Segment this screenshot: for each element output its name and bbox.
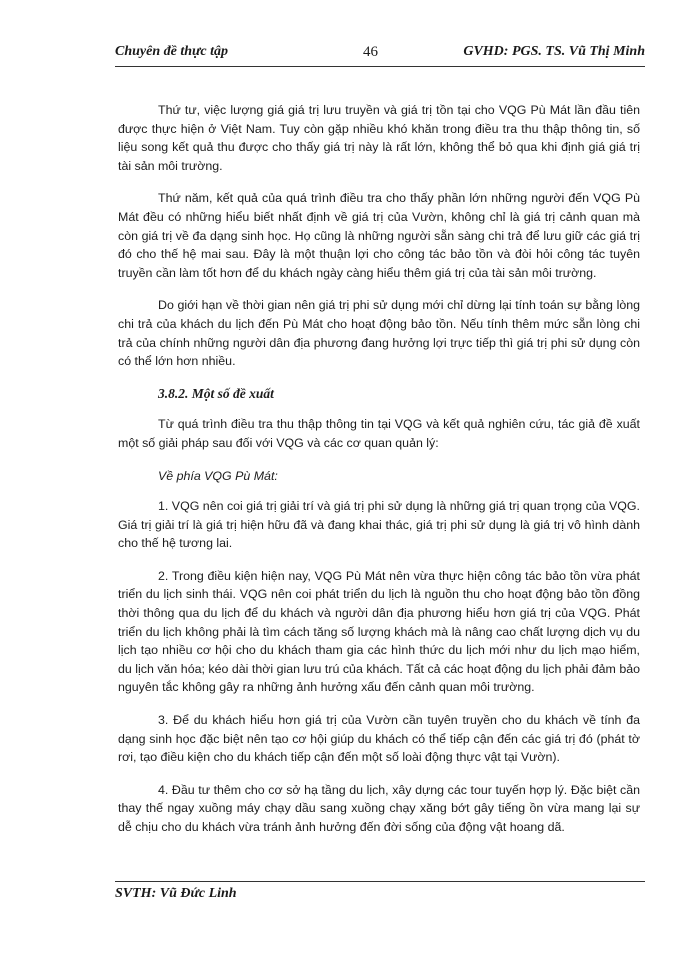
list-item-3: 3. Để du khách hiểu hơn giá trị của Vườn cần tuyên truyền cho du khách về tính đa dạng sinh học đặc biệt nên tạo cơ hội giúp du khách có thể tiếp cận đến các giá trị đó (phát tờ rơi, tạo điều kiện cho du khách tiếp cận đến một số loài động thực vật tại Vườn). — [118, 713, 640, 765]
header-advisor: GVHD: PGS. TS. Vũ Thị Minh — [463, 44, 645, 59]
paragraph-3: Do giới hạn về thời gian nên giá trị phi sử dụng mới chỉ dừng lại tính toán sự bằng lòng chi trả của khách du lịch đến Pù Mát cho hoạt động bảo tồn. Nếu tính thêm mức sẵn lòng chi trả của chính những người dân địa phương đang hưởng lợi trực tiếp thì giá trị phi sử dụng còn có thể lớn hơn nhiều. — [118, 298, 640, 369]
subsection-heading: Về phía VQG Pù Mát: — [158, 468, 278, 483]
list-item-1: 1. VQG nên coi giá trị giải trí và giá trị phi sử dụng là những giá trị quan trọng của VQG. Giá trị giải trí là giá trị hiện hữu đã và đang khai thác, giá trị phi sử dụng là giá trị vô hình dành cho thế hệ tương lai. — [118, 499, 640, 551]
paragraph-1: Thứ tư, việc lượng giá giá trị lưu truyền và giá trị tồn tại cho VQG Pù Mát lần đầu tiên được thực hiện ở Việt Nam. Tuy còn gặp nhiều khó khăn trong điều tra thu thập thông tin, số liệu song kết quả thu được cho thấy giá trị này là rất lớn, không thể bỏ qua khi định giá giá trị tài sản môi trường. — [118, 103, 640, 173]
paragraph-4: Từ quá trình điều tra thu thập thông tin tại VQG và kết quả nghiên cứu, tác giả đề xuất một số giải pháp sau đối với VQG và các cơ quan quản lý: — [118, 417, 640, 450]
section-heading: 3.8.2. Một số đề xuất — [158, 385, 274, 401]
page-number: 46 — [363, 44, 378, 60]
paragraph-2: Thứ năm, kết quả của quá trình điều tra cho thấy phần lớn những người đến VQG Pù Mát đều có những hiểu biết nhất định về giá trị của Vườn, không chỉ là giá trị cảnh quan mà còn giá trị về đa dạng sinh học. Họ cũng là những người sẵn sàng chi trả để lưu giữ các giá trị đó cho thế hệ mai sau. Đây là một thuận lợi cho công tác bảo tồn và đòi hỏi công tác tuyên truyền cần làm tốt hơn để du khách ngày càng hiểu thêm giá trị của tài sản môi trường. — [118, 191, 640, 280]
header-divider — [115, 66, 645, 67]
header-title: Chuyên đề thực tập — [115, 44, 229, 59]
page-header — [115, 44, 645, 64]
page-footer — [115, 886, 237, 902]
footer-author: SVTH: Vũ Đức Linh — [115, 886, 237, 901]
list-item-4: 4. Đầu tư thêm cho cơ sở hạ tầng du lịch, xây dựng các tour tuyến hợp lý. Đặc biệt cần thay thế ngay xuồng máy chạy dầu sang xuồng chạy xăng bớt gây tiếng ồn vừa mang lại sự dễ chịu cho du khách vừa tránh ảnh hưởng đến đời sống của động vật hoang dã. — [118, 782, 640, 834]
page-body — [118, 101, 640, 851]
list-item-2: 2. Trong điều kiện hiện nay, VQG Pù Mát nên vừa thực hiện công tác bảo tồn vừa phát triển du lịch sinh thái. VQG nên coi phát triển du lịch là nguồn thu cho hoạt động bảo tồn đồng thời thông qua du lịch để du khách và người dân địa phương hiểu hơn giá trị của VQG. Phát triển du lịch không phải là tìm cách tăng số lượng khách mà là nâng cao chất lượng dịch vụ du lịch tạo nhiều cơ hội cho du khách tham gia các hình thức du lịch mới như du lịch mạo hiểm, du lịch văn hóa; kéo dài thời gian lưu trú của khách. Tất cả các hoạt động du lịch phải đảm bảo nguyên tắc không gây ra những ảnh hưởng xấu đến cảnh quan môi trường. — [118, 568, 640, 695]
footer-divider — [115, 881, 645, 882]
